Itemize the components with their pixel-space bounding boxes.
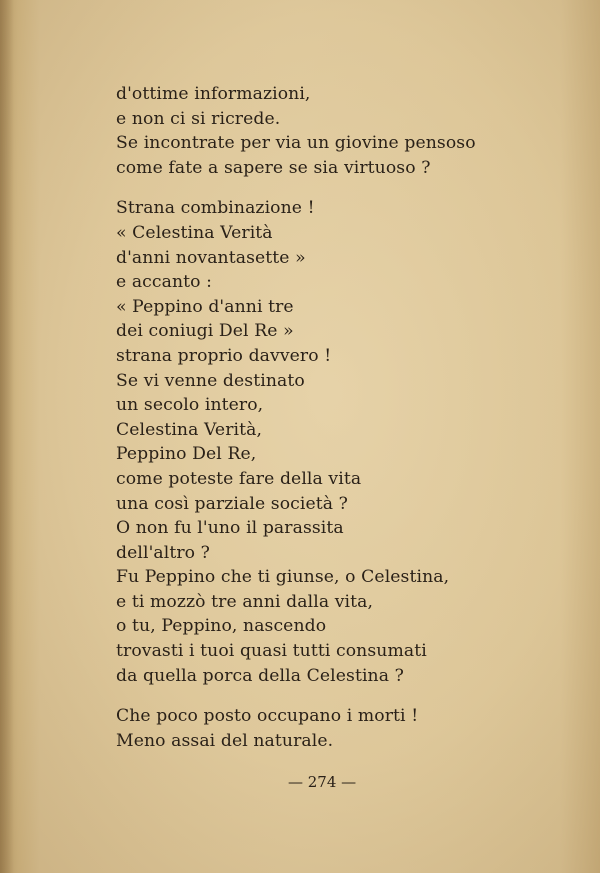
- poem-line: strana proprio davvero !: [116, 345, 332, 366]
- poem-line: come fate a sapere se sia virtuoso ?: [116, 157, 431, 178]
- poem-line: « Peppino d'anni tre: [116, 296, 294, 317]
- poem-line: e non ci si ricrede.: [116, 108, 281, 129]
- poem-line: da quella porca della Celestina ?: [116, 665, 404, 686]
- poem-line: Celestina Verità,: [116, 419, 263, 440]
- poem-line: Meno assai del naturale.: [116, 730, 334, 751]
- spine-shadow: [0, 0, 14, 873]
- poem-line: un secolo intero,: [116, 395, 264, 416]
- page-number: — 274 —: [288, 773, 357, 791]
- poem-line: dell'altro ?: [116, 542, 210, 563]
- poem-line: Fu Peppino che ti giunse, o Celestina,: [116, 567, 450, 588]
- poem-line: Che poco posto occupano i morti !: [116, 706, 419, 727]
- poem-line: d'ottime informazioni,: [116, 84, 311, 104]
- poem-line: e ti mozzò tre anni dalla vita,: [116, 591, 374, 612]
- poem-line: dei coniugi Del Re »: [116, 321, 294, 342]
- poem-line: O non fu l'uno il parassita: [116, 518, 344, 539]
- poem-line: trovasti i tuoi quasi tutti consumati: [116, 641, 427, 662]
- poem-text: [116, 82, 556, 753]
- poem-line: Peppino Del Re,: [116, 444, 257, 465]
- stanza-2: [116, 196, 556, 688]
- stanza-1: [116, 82, 556, 180]
- poem-line: Se vi venne destinato: [116, 370, 305, 391]
- poem-line: Se incontrate per via un giovine pensoso: [116, 133, 476, 154]
- poem-line: come poteste fare della vita: [116, 468, 362, 489]
- poem-line: e accanto :: [116, 272, 213, 293]
- poem-line: « Celestina Verità: [116, 222, 273, 243]
- stanza-3: [116, 704, 556, 753]
- poem-line: Strana combinazione !: [116, 198, 315, 219]
- poem-line: d'anni novantasette »: [116, 247, 306, 268]
- poem-line: o tu, Peppino, nascendo: [116, 616, 327, 637]
- poem-line: una così parziale società ?: [116, 493, 348, 514]
